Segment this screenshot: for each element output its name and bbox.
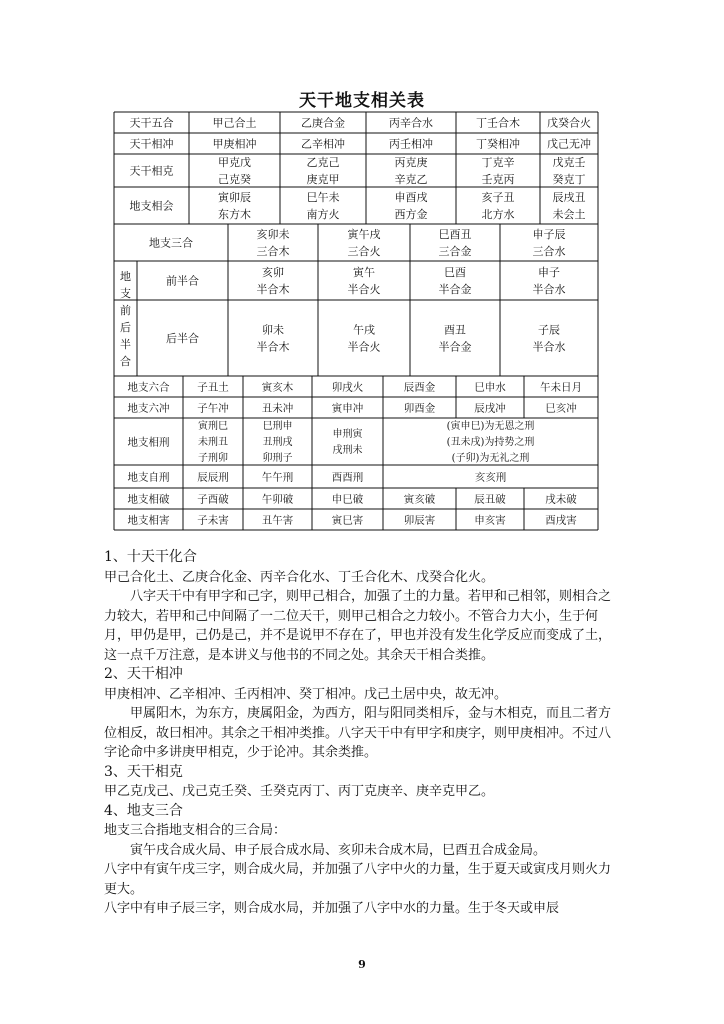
- paragraph: 地支三合指地支相合的三合局：: [104, 823, 287, 838]
- table-cell: 丑午害: [261, 514, 294, 527]
- table-cell: 卯戌火: [331, 381, 364, 394]
- paragraph: 甲属阳木，为东方，庚属阳金，为西方，阳与阳同类相斥，金与木相克，而且二者方位相反，故曰相冲。其余之干相冲类推。八字天干中有甲字和庚字，则甲庚相冲。不过八字论命中多讲庚甲相克，少于论冲。其余类推。: [104, 706, 612, 760]
- table-cell: 甲克戊己克癸: [218, 155, 251, 186]
- table-cell: 申子半合水: [532, 265, 566, 296]
- table-cell: 申巳破: [331, 493, 364, 506]
- table-cell: 丁壬合木: [476, 116, 520, 130]
- table-cell: 巳申水: [474, 381, 506, 394]
- table-cell: 辰戌冲: [474, 402, 506, 415]
- paragraph: 八字中有申子辰三字，则合成水局，并加强了八字中水的力量。生于冬天或申辰: [104, 901, 560, 916]
- paragraph: 甲乙克戊己、戊己克壬癸、壬癸克丙丁、丙丁克庚辛、庚辛克甲乙。: [104, 784, 495, 799]
- table-cell: 戊己无冲: [547, 137, 591, 151]
- row-label: 天干相克: [129, 164, 174, 178]
- table-cell: 午戌半合火: [347, 323, 381, 354]
- table-cell: 辰戌丑未会土: [552, 190, 586, 221]
- table-cell: 寅卯辰东方木: [218, 190, 251, 221]
- paragraph: 甲庚相冲、乙辛相冲、壬丙相冲、癸丁相冲。戊己土居中央，故无冲。: [104, 686, 508, 702]
- table-cell: 亥子丑北方水: [481, 190, 515, 221]
- table-cell: 午午刑: [261, 471, 294, 484]
- table-cell: 甲庚相冲: [212, 137, 257, 151]
- paragraph: 八字天干中有甲字和己字，则甲己相合，加强了土的力量。若甲和己相邻，则相合之力较大，若甲和己中间隔了一二位天干，则甲己相合之力较小。不管合力大小，生于何月，甲仍是甲，己仍是己，并不是说甲不存在了，甲也并没有发生化学反应而变成了土，这一点千万注意，是本讲义与他书的不同之处。其余天干相合类推。: [104, 589, 612, 663]
- table-cell: 申亥害: [474, 514, 506, 527]
- table-cell: 丁癸相冲: [476, 137, 520, 151]
- table-cell: 申酉戌西方金: [394, 190, 428, 221]
- table-cell: 子未害: [197, 514, 229, 527]
- row-label: 前半合: [166, 274, 199, 288]
- table-note: (寅申巳)为无恩之刑(丑未戌)为持势之刑(子卯)为无礼之刑: [446, 421, 535, 465]
- table-cell: 巳酉丑三合金: [438, 227, 472, 258]
- table-cell: 申刑寅戌刑未: [332, 429, 363, 457]
- table-cell: 乙辛相冲: [301, 137, 345, 151]
- table-cell: 巳亥冲: [545, 402, 577, 415]
- table-cell: 丙克庚辛克乙: [394, 155, 428, 186]
- table-cell: 卯辰害: [403, 514, 436, 527]
- table-cell: 乙克己庚克甲: [306, 155, 340, 186]
- table-cell: 亥亥刑: [474, 471, 507, 484]
- table-cell: 酉酉刑: [331, 471, 364, 484]
- table-cell: 辰辰刑: [197, 471, 229, 484]
- table-cell: 子辰半合水: [532, 323, 566, 354]
- row-label: 地支相会: [129, 199, 174, 213]
- row-label: 地支三合: [149, 236, 193, 250]
- row-label: 地支相破: [127, 493, 170, 506]
- section-heading: 2、天干相冲: [104, 666, 183, 682]
- row-label: 地支六合: [127, 381, 170, 394]
- table-cell: 辰酉金: [403, 381, 436, 394]
- body-text: [104, 548, 622, 919]
- table-cell: 寅巳害: [331, 514, 364, 527]
- table-cell: 乙庚合金: [301, 116, 345, 130]
- section-heading: 3、天干相克: [104, 763, 183, 780]
- row-label: 地支自刑: [127, 471, 170, 484]
- table-cell: 辰丑破: [474, 493, 506, 506]
- table-cell: 巳酉半合金: [438, 265, 472, 296]
- table-cell: 亥卯半合木: [256, 265, 290, 296]
- paragraph: 寅午戌合成火局、申子辰合成水局、亥卯未合成木局，巳酉丑合成金局。: [130, 842, 547, 858]
- table-cell: 酉丑半合金: [438, 323, 472, 354]
- table-cell: 寅午半合火: [347, 265, 381, 296]
- table-cell: 午卯破: [261, 493, 294, 506]
- row-label: 地支相刑: [127, 436, 170, 449]
- table-cell: 丑未冲: [261, 402, 294, 415]
- table-cell: 寅午戌三合火: [347, 227, 381, 258]
- section-heading: 4、地支三合: [104, 802, 183, 819]
- table-cell: 戌未破: [545, 493, 577, 506]
- paragraph: 八字中有寅午戌三字，则合成火局，并加强了八字中火的力量，生于夏天或寅戌月则火力更大。: [104, 862, 612, 897]
- table-cell: 巳午未南方火: [306, 190, 340, 221]
- table-cell: 戊克壬癸克丁: [552, 155, 586, 186]
- table-cell: 子酉破: [197, 493, 229, 506]
- table-cell: 申子辰三合水: [532, 227, 566, 258]
- row-label: 天干相冲: [129, 137, 174, 151]
- group-label: 地支前后半合: [120, 269, 131, 368]
- table-cell: 戊癸合火: [547, 116, 591, 130]
- table-title: 天干地支相关表: [299, 91, 425, 111]
- table-cell: 巳刑申丑刑戌卯刑子: [262, 421, 293, 465]
- row-label: 地支相害: [127, 514, 170, 527]
- row-label: 天干五合: [129, 116, 174, 130]
- table-cell: 卯酉金: [403, 402, 436, 415]
- table-cell: 丁克辛壬克丙: [481, 155, 515, 186]
- table-cell: 丙壬相冲: [389, 137, 433, 151]
- table-cell: 午未日月: [540, 381, 582, 394]
- table-cell: 卯未半合木: [256, 323, 290, 354]
- table-cell: 子丑土: [197, 381, 229, 394]
- table-cell: 丙辛合水: [389, 116, 433, 130]
- table-cell: 寅申冲: [331, 402, 364, 415]
- table-cell: 寅刑巳未刑丑子刑卯: [198, 421, 228, 465]
- page-number: 9: [358, 958, 366, 971]
- table-cell: 子午冲: [197, 402, 229, 415]
- row-label: 地支六冲: [127, 402, 170, 415]
- table-cell: 酉戌害: [545, 514, 577, 527]
- table-cell: 甲己合土: [212, 116, 257, 130]
- paragraph: 甲己合化土、乙庚合化金、丙辛合化水、丁壬合化木、戊癸合化火。: [104, 569, 495, 585]
- table-cell: 亥卯未三合木: [256, 227, 290, 258]
- row-label: 后半合: [166, 331, 199, 345]
- section-heading: 1、十天干化合: [104, 549, 197, 565]
- table-cell: 寅亥木: [261, 381, 294, 394]
- table-cell: 寅亥破: [403, 493, 436, 506]
